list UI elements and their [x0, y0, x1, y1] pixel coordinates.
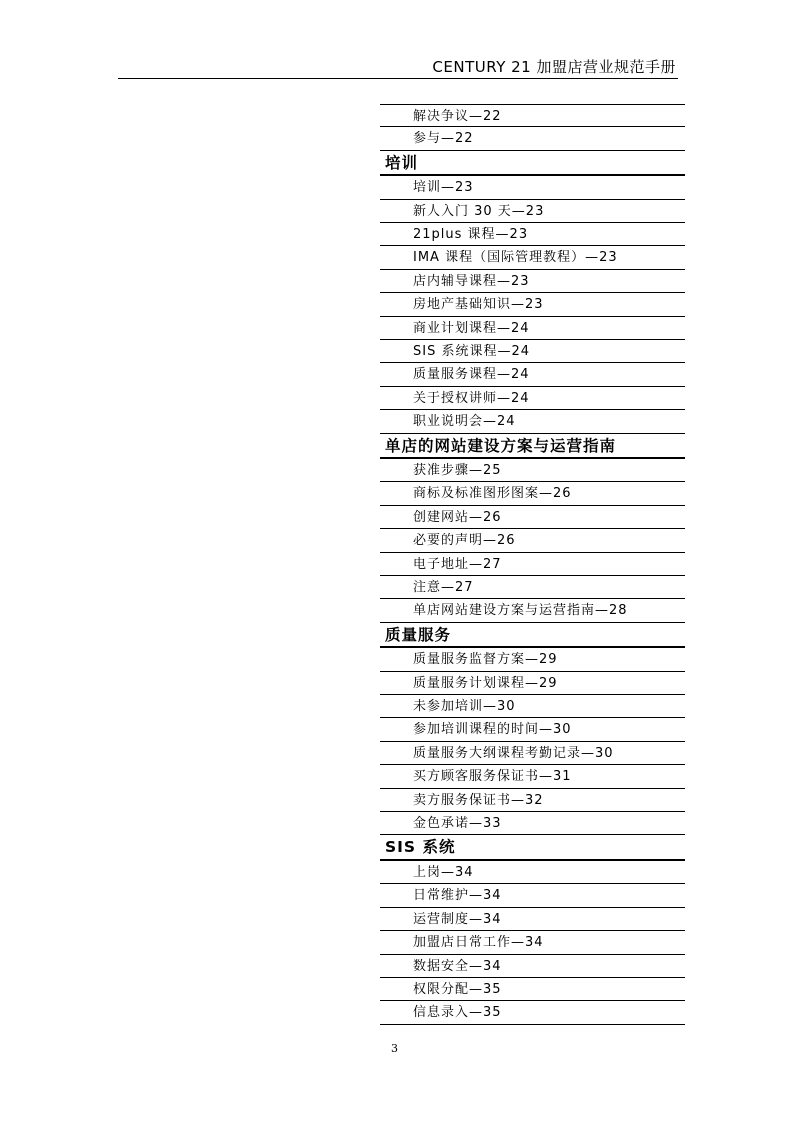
- toc-entry[interactable]: 权限分配—35: [380, 978, 685, 1001]
- toc-entry[interactable]: 培训—23: [380, 176, 685, 199]
- toc-entry[interactable]: 关于授权讲师—24: [380, 387, 685, 410]
- toc-entry[interactable]: 信息录入—35: [380, 1001, 685, 1024]
- toc-entry[interactable]: 质量服务大纲课程考勤记录—30: [380, 742, 685, 765]
- toc-entry[interactable]: 买方顾客服务保证书—31: [380, 765, 685, 788]
- toc-section-heading: 质量服务: [380, 623, 685, 649]
- toc-entry[interactable]: 未参加培训—30: [380, 695, 685, 718]
- toc-entry[interactable]: 店内辅导课程—23: [380, 270, 685, 293]
- toc-entry[interactable]: SIS 系统课程—24: [380, 340, 685, 363]
- running-header: [118, 56, 678, 79]
- toc-entry[interactable]: 商标及标准图形图案—26: [380, 482, 685, 505]
- table-of-contents: [380, 104, 685, 1025]
- toc-entry[interactable]: 职业说明会—24: [380, 410, 685, 433]
- toc-entry[interactable]: 质量服务课程—24: [380, 363, 685, 386]
- toc-entry[interactable]: 必要的声明—26: [380, 529, 685, 552]
- toc-entry[interactable]: 解决争议—22: [380, 104, 685, 127]
- toc-entry[interactable]: 金色承诺—33: [380, 812, 685, 835]
- toc-entry[interactable]: 单店网站建设方案与运营指南—28: [380, 599, 685, 622]
- toc-entry[interactable]: 参加培训课程的时间—30: [380, 718, 685, 741]
- toc-entry[interactable]: 电子地址—27: [380, 553, 685, 576]
- toc-entry[interactable]: 创建网站—26: [380, 506, 685, 529]
- toc-entry[interactable]: 上岗—34: [380, 861, 685, 884]
- toc-section-heading: 培训: [380, 151, 685, 177]
- toc-entry[interactable]: 运营制度—34: [380, 908, 685, 931]
- toc-entry[interactable]: 日常维护—34: [380, 884, 685, 907]
- toc-entry[interactable]: 注意—27: [380, 576, 685, 599]
- toc-entry[interactable]: 质量服务监督方案—29: [380, 648, 685, 671]
- toc-entry[interactable]: 21plus 课程—23: [380, 223, 685, 246]
- toc-entry[interactable]: 获准步骤—25: [380, 459, 685, 482]
- toc-section-heading: SIS 系统: [380, 835, 685, 861]
- toc-section-heading: 单店的网站建设方案与运营指南: [380, 434, 685, 460]
- header-title: CENTURY 21 加盟店营业规范手册: [432, 58, 676, 76]
- toc-entry[interactable]: 质量服务计划课程—29: [380, 672, 685, 695]
- page-number: 3: [391, 1042, 398, 1055]
- toc-entry[interactable]: 商业计划课程—24: [380, 317, 685, 340]
- toc-entry[interactable]: 加盟店日常工作—34: [380, 931, 685, 954]
- toc-entry[interactable]: 参与—22: [380, 127, 685, 150]
- toc-entry[interactable]: 卖方服务保证书—32: [380, 789, 685, 812]
- toc-entry[interactable]: 数据安全—34: [380, 955, 685, 978]
- toc-entry[interactable]: 新人入门 30 天—23: [380, 200, 685, 223]
- toc-entry[interactable]: IMA 课程（国际管理教程）—23: [380, 246, 685, 269]
- toc-entry[interactable]: 房地产基础知识—23: [380, 293, 685, 316]
